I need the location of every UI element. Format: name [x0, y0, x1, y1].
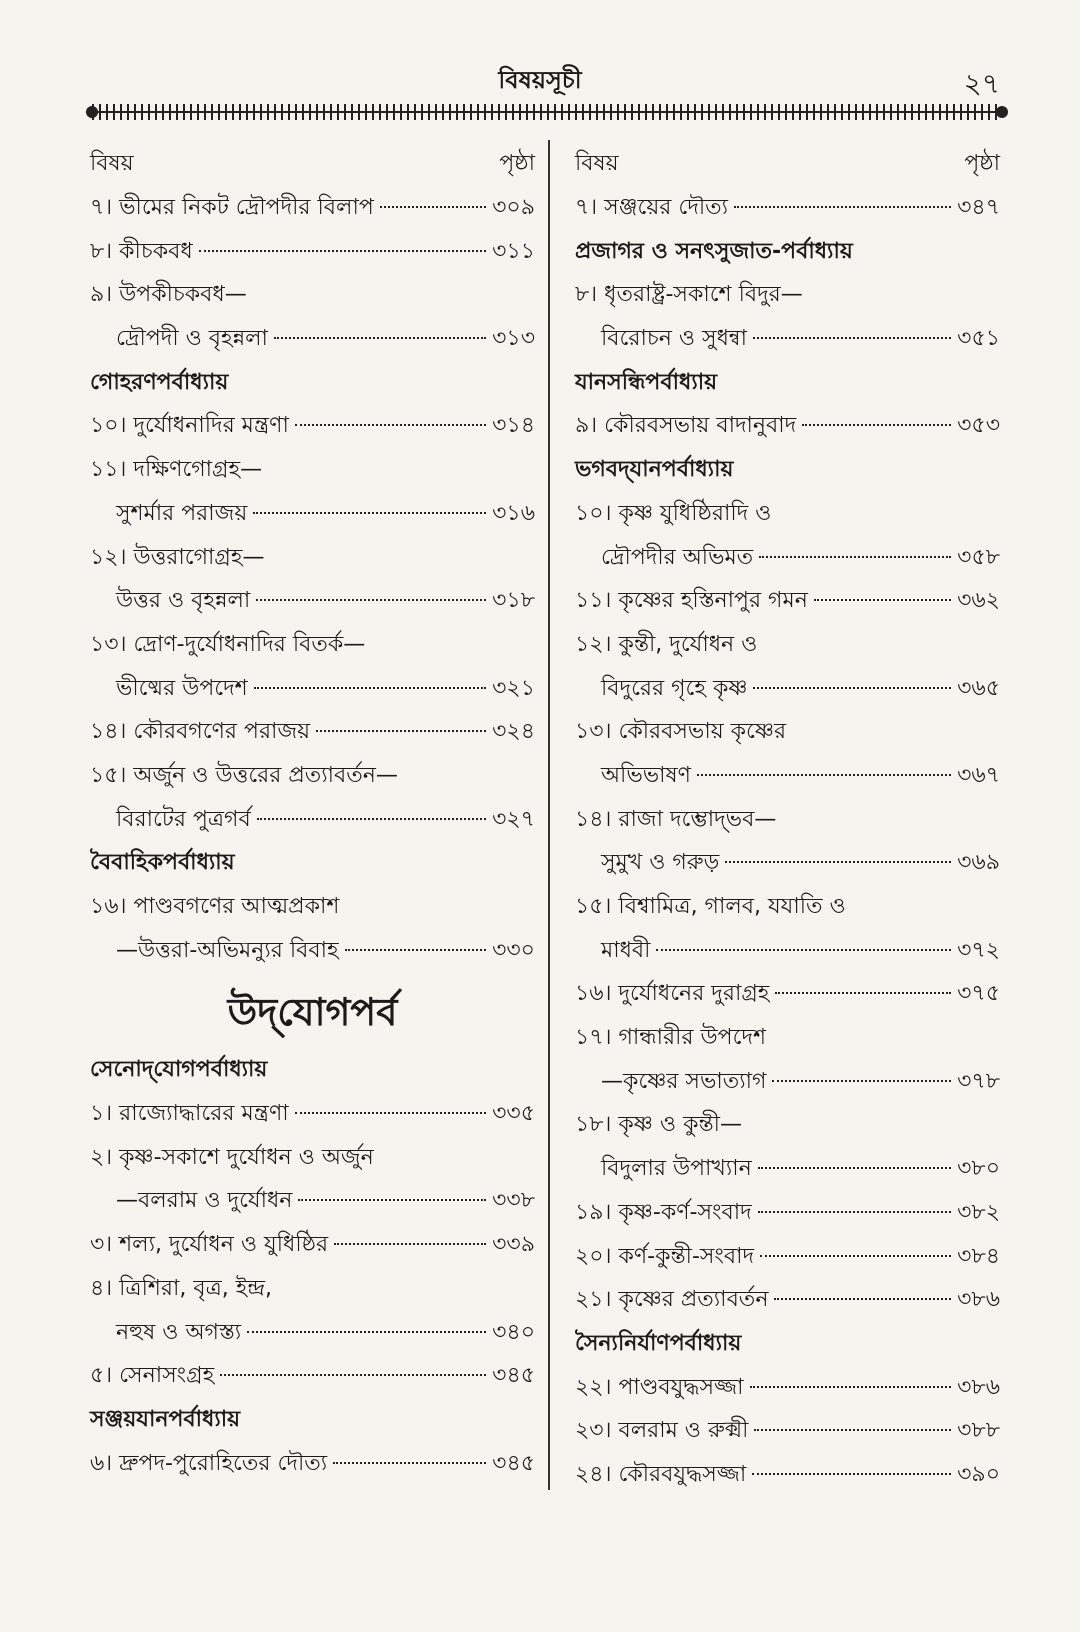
dot-leader [697, 774, 951, 776]
section-heading: গোহরণপর্বাধ্যায় [90, 369, 229, 395]
toc-entry [575, 1278, 1000, 1322]
dot-leader [247, 1331, 486, 1333]
toc-entry [575, 404, 1000, 448]
dot-leader [257, 818, 486, 820]
toc-entry [575, 579, 1000, 623]
entry-title: দ্রৌপদী ও বৃহন্নলা [116, 326, 268, 352]
column-divider [548, 140, 550, 1490]
dot-leader [380, 206, 486, 208]
right-column [575, 142, 1000, 1497]
entry-title: বিদুলার উপাখ্যান [601, 1156, 752, 1182]
dot-leader [759, 556, 951, 558]
entry-page-number: ৩১৪ [492, 413, 535, 439]
toc-entry-text: ১৬। পাণ্ডবগণের আত্মপ্রকাশ [90, 894, 340, 919]
entry-page-number: ৩৪৫ [492, 1450, 535, 1476]
toc-entry [90, 1311, 535, 1355]
entry-title: ২২। পাণ্ডবযুদ্ধসজ্জা [575, 1374, 744, 1400]
entry-page-number: ৩৬২ [957, 588, 1000, 614]
toc-entry [90, 230, 535, 274]
entry-page-number: ৩০৯ [492, 195, 535, 220]
entry-page-number: ৩২১ [492, 675, 535, 701]
entry-title: বিরোচন ও সুধন্বা [601, 326, 747, 352]
section-heading: সেনোদ্‌যোগপর্বাধ্যায় [90, 1057, 268, 1083]
entry-page-number: ৩৮০ [957, 1156, 1000, 1182]
entry-page-number: ৩৮২ [957, 1199, 1000, 1225]
subject-label: বিষয় [90, 151, 134, 176]
entry-page-number: ৩৬৯ [957, 850, 1000, 876]
dot-leader [754, 1429, 951, 1431]
entry-title: ১৪। কৌরবগণের পরাজয় [90, 719, 311, 745]
entry-title: বিরাটের পুত্রগর্ব [116, 806, 251, 832]
dot-leader [298, 1199, 486, 1201]
entry-page-number: ৩৫৩ [957, 413, 1000, 439]
entry-title: মাধবী [601, 937, 651, 963]
entry-title: ৮। কীচকবধ [90, 238, 193, 264]
dot-leader [725, 861, 951, 863]
toc-entry [90, 1092, 535, 1136]
entry-page-number: ৩৬৫ [957, 675, 1000, 701]
entry-title: —বলরাম ও দুর্যোধন [116, 1188, 293, 1214]
entry-title: বিদুরের গৃহে কৃষ্ণ [601, 675, 748, 701]
toc-entry-text: ১৩। দ্রোণ-দুর্যোধনাদির বিতর্ক— [90, 631, 366, 657]
entry-title: সুশর্মার পরাজয় [116, 500, 248, 526]
section-heading: বৈবাহিকপর্বাধ্যায় [90, 850, 235, 876]
dot-leader [316, 730, 486, 732]
toc-entry [90, 798, 535, 842]
toc-entry [575, 841, 1000, 885]
dot-leader [334, 1243, 486, 1245]
dot-leader [760, 1255, 951, 1257]
entry-title: ১৯। কৃষ্ণ-কর্ণ-সংবাদ [575, 1199, 752, 1225]
entry-page-number: ৩৭৫ [957, 981, 1000, 1007]
entry-title: ১। রাজ্যোদ্ধারের মন্ত্রণা [90, 1101, 289, 1127]
toc-entry-text: ৮। ধৃতরাষ্ট্র-সকাশে বিদুর— [575, 282, 803, 308]
page-label: পৃষ্ঠা [499, 151, 535, 176]
entry-page-number: ৩৯০ [957, 1461, 1000, 1487]
toc-entry [90, 404, 535, 448]
toc-entry-text: ১৩। কৌরবসভায় কৃষ্ণের [575, 719, 787, 745]
toc-entry-text: ৯। উপকীচকবধ— [90, 282, 247, 308]
section-heading: যানসন্ধিপর্বাধ্যায় [575, 369, 718, 395]
toc-entry-text: ১৭। গান্ধারীর উপদেশ [575, 1025, 767, 1051]
entry-page-number: ৩৩৫ [492, 1101, 535, 1127]
dot-leader [774, 1298, 951, 1300]
toc-entry [90, 186, 535, 230]
toc-entry [575, 667, 1000, 711]
dot-leader [802, 424, 951, 426]
entry-title: ১৬। দুর্যোধনের দুরাগ্রহ [575, 981, 770, 1007]
toc-entry [90, 1442, 535, 1486]
entry-title: দ্রৌপদীর অভিমত [601, 544, 754, 570]
toc-entry-text: ১৫। বিশ্বামিত্র, গালব, যযাতি ও [575, 894, 846, 919]
toc-entry-text: ১০। কৃষ্ণ যুধিষ্ঠিরাদি ও [575, 500, 772, 526]
toc-entry [90, 317, 535, 361]
entry-title: ৭। ভীমের নিকট দ্রৌপদীর বিলাপ [90, 195, 374, 220]
entry-title: ৯। কৌরবসভায় বাদানুবাদ [575, 413, 797, 439]
entry-title: —উত্তরা-অভিমন্যুর বিবাহ [116, 937, 339, 963]
contents-list [575, 186, 1000, 1497]
entry-title: উত্তর ও বৃহন্নলা [116, 588, 251, 614]
entry-page-number: ৩৩০ [492, 937, 535, 963]
page-number: ২৭ [963, 67, 1000, 100]
toc-entry-text: ৪। ত্রিশিরা, বৃত্র, ইন্দ্র, [90, 1275, 272, 1301]
entry-page-number: ৩১৩ [492, 326, 535, 352]
entry-page-number: ৩৮৮ [957, 1418, 1000, 1444]
ornamental-rule [92, 104, 1002, 120]
entry-title: ২১। কৃষ্ণের প্রত্যাবর্তন [575, 1287, 769, 1313]
dot-leader [295, 424, 486, 426]
entry-title: ৫। সেনাসংগ্রহ [90, 1363, 215, 1389]
entry-page-number: ৩৬৭ [957, 762, 1000, 788]
toc-entry [575, 186, 1000, 230]
entry-title: ২৪। কৌরবযুদ্ধসজ্জা [575, 1461, 747, 1487]
dot-leader [758, 1211, 951, 1213]
dot-leader [253, 512, 486, 514]
toc-entry [575, 1060, 1000, 1104]
dot-leader [814, 599, 951, 601]
toc-entry [575, 1409, 1000, 1453]
dot-leader [220, 1374, 486, 1376]
toc-entry [90, 929, 535, 973]
entry-title: অভিভাষণ [601, 762, 691, 788]
entry-page-number: ৩৩৯ [492, 1232, 535, 1258]
toc-entry [90, 1354, 535, 1398]
toc-entry [575, 317, 1000, 361]
toc-entry [575, 1191, 1000, 1235]
entry-page-number: ৩৪৫ [492, 1363, 535, 1389]
entry-page-number: ৩৭২ [957, 937, 1000, 963]
dot-leader [750, 1386, 952, 1388]
entry-title: ২৩। বলরাম ও রুক্মী [575, 1418, 749, 1444]
dot-leader [345, 949, 487, 951]
toc-entry-text: ২। কৃষ্ণ-সকাশে দুর্যোধন ও অর্জুন [90, 1144, 374, 1170]
toc-entry-text: ১২। উত্তরাগোগ্রহ— [90, 544, 265, 570]
toc-entry-text: ১৮। কৃষ্ণ ও কুন্তী— [575, 1112, 742, 1138]
entry-page-number: ৩৮৬ [957, 1287, 1000, 1313]
toc-entry [90, 710, 535, 754]
entry-page-number: ৩৪০ [492, 1319, 535, 1345]
dot-leader [199, 250, 486, 252]
ornament-end-right [996, 106, 1008, 118]
toc-entry [575, 972, 1000, 1016]
entry-title: সুমুখ ও গরুড় [601, 850, 720, 876]
section-heading: ভগবদ্‌যানপর্বাধ্যায় [575, 457, 734, 483]
entry-page-number: ৩২৪ [492, 719, 535, 745]
column-header [90, 142, 535, 186]
toc-entry [90, 579, 535, 623]
entry-page-number: ৩১১ [492, 238, 535, 264]
column-header [575, 142, 1000, 186]
entry-title: ৬। দ্রুপদ-পুরোহিতের দৌত্য [90, 1450, 328, 1476]
toc-entry [575, 536, 1000, 580]
entry-page-number: ৩১৬ [492, 500, 535, 526]
section-heading: সঞ্জয়যানপর্বাধ্যায় [90, 1406, 241, 1432]
toc-entry [575, 1453, 1000, 1497]
dot-leader [753, 687, 951, 689]
dot-leader [274, 337, 486, 339]
dot-leader [775, 992, 951, 994]
dot-leader [295, 1112, 486, 1114]
toc-entry-text: ১৪। রাজা দম্ভোদ্‌ভব— [575, 806, 777, 832]
dot-leader [333, 1462, 486, 1464]
entry-page-number: ৩৩৮ [492, 1188, 535, 1214]
entry-page-number: ৩৪৭ [957, 195, 1000, 220]
toc-entry-text: ১৫। অর্জুন ও উত্তরের প্রত্যাবর্তন— [90, 762, 398, 788]
entry-title: ১০। দুর্যোধনাদির মন্ত্রণা [90, 413, 289, 439]
entry-title: নহুষ ও অগস্ত্য [116, 1319, 242, 1345]
toc-entry-text: ১১। দক্ষিণগোগ্রহ— [90, 457, 263, 483]
part-title: উদ্‌যোগপর্ব [227, 990, 398, 1035]
toc-entry [575, 929, 1000, 973]
entry-title: —কৃষ্ণের সভাত্যাগ [601, 1068, 767, 1094]
ornament-end-left [86, 106, 98, 118]
page-label: পৃষ্ঠা [964, 151, 1000, 176]
entry-page-number: ৩৮৪ [957, 1243, 1000, 1269]
toc-entry [575, 1235, 1000, 1279]
dot-leader [656, 949, 951, 951]
dot-leader [758, 1167, 951, 1169]
entry-page-number: ৩৭৮ [957, 1068, 1000, 1094]
toc-entry [90, 492, 535, 536]
entry-page-number: ৩৫১ [957, 326, 1000, 352]
entry-title: ৩। শল্য, দুর্যোধন ও যুধিষ্ঠির [90, 1232, 329, 1258]
entry-page-number: ৩৫৮ [957, 544, 1000, 570]
section-heading: সৈন্যনির্যাণপর্বাধ্যায় [575, 1330, 742, 1356]
contents-list [90, 186, 535, 1485]
dot-leader [772, 1080, 951, 1082]
dot-leader [256, 599, 486, 601]
toc-entry-text: ১২। কুন্তী, দুর্যোধন ও [575, 631, 758, 657]
toc-entry [575, 754, 1000, 798]
page-title: বিষয়সূচী [498, 66, 582, 94]
entry-title: ১১। কৃষ্ণের হস্তিনাপুর গমন [575, 588, 808, 614]
entry-title: ২০। কর্ণ-কুন্তী-সংবাদ [575, 1243, 755, 1269]
toc-entry [575, 1366, 1000, 1410]
entry-page-number: ৩৮৬ [957, 1374, 1000, 1400]
subject-label: বিষয় [575, 151, 619, 176]
page-header [0, 0, 1080, 110]
entry-page-number: ৩২৭ [492, 806, 535, 832]
dot-leader [734, 206, 951, 208]
entry-page-number: ৩১৮ [492, 588, 535, 614]
toc-entry [90, 1179, 535, 1223]
entry-title: ৭। সঞ্জয়ের দৌত্য [575, 195, 729, 220]
left-column [90, 142, 535, 1485]
toc-entry [575, 1147, 1000, 1191]
dot-leader [254, 687, 486, 689]
dot-leader [752, 1473, 951, 1475]
section-heading: প্রজাগর ও সনৎসুজাত-পর্বাধ্যায় [575, 238, 853, 264]
toc-entry [90, 667, 535, 711]
dot-leader [753, 337, 951, 339]
entry-title: ভীষ্মের উপদেশ [116, 675, 248, 701]
toc-entry [90, 1223, 535, 1267]
